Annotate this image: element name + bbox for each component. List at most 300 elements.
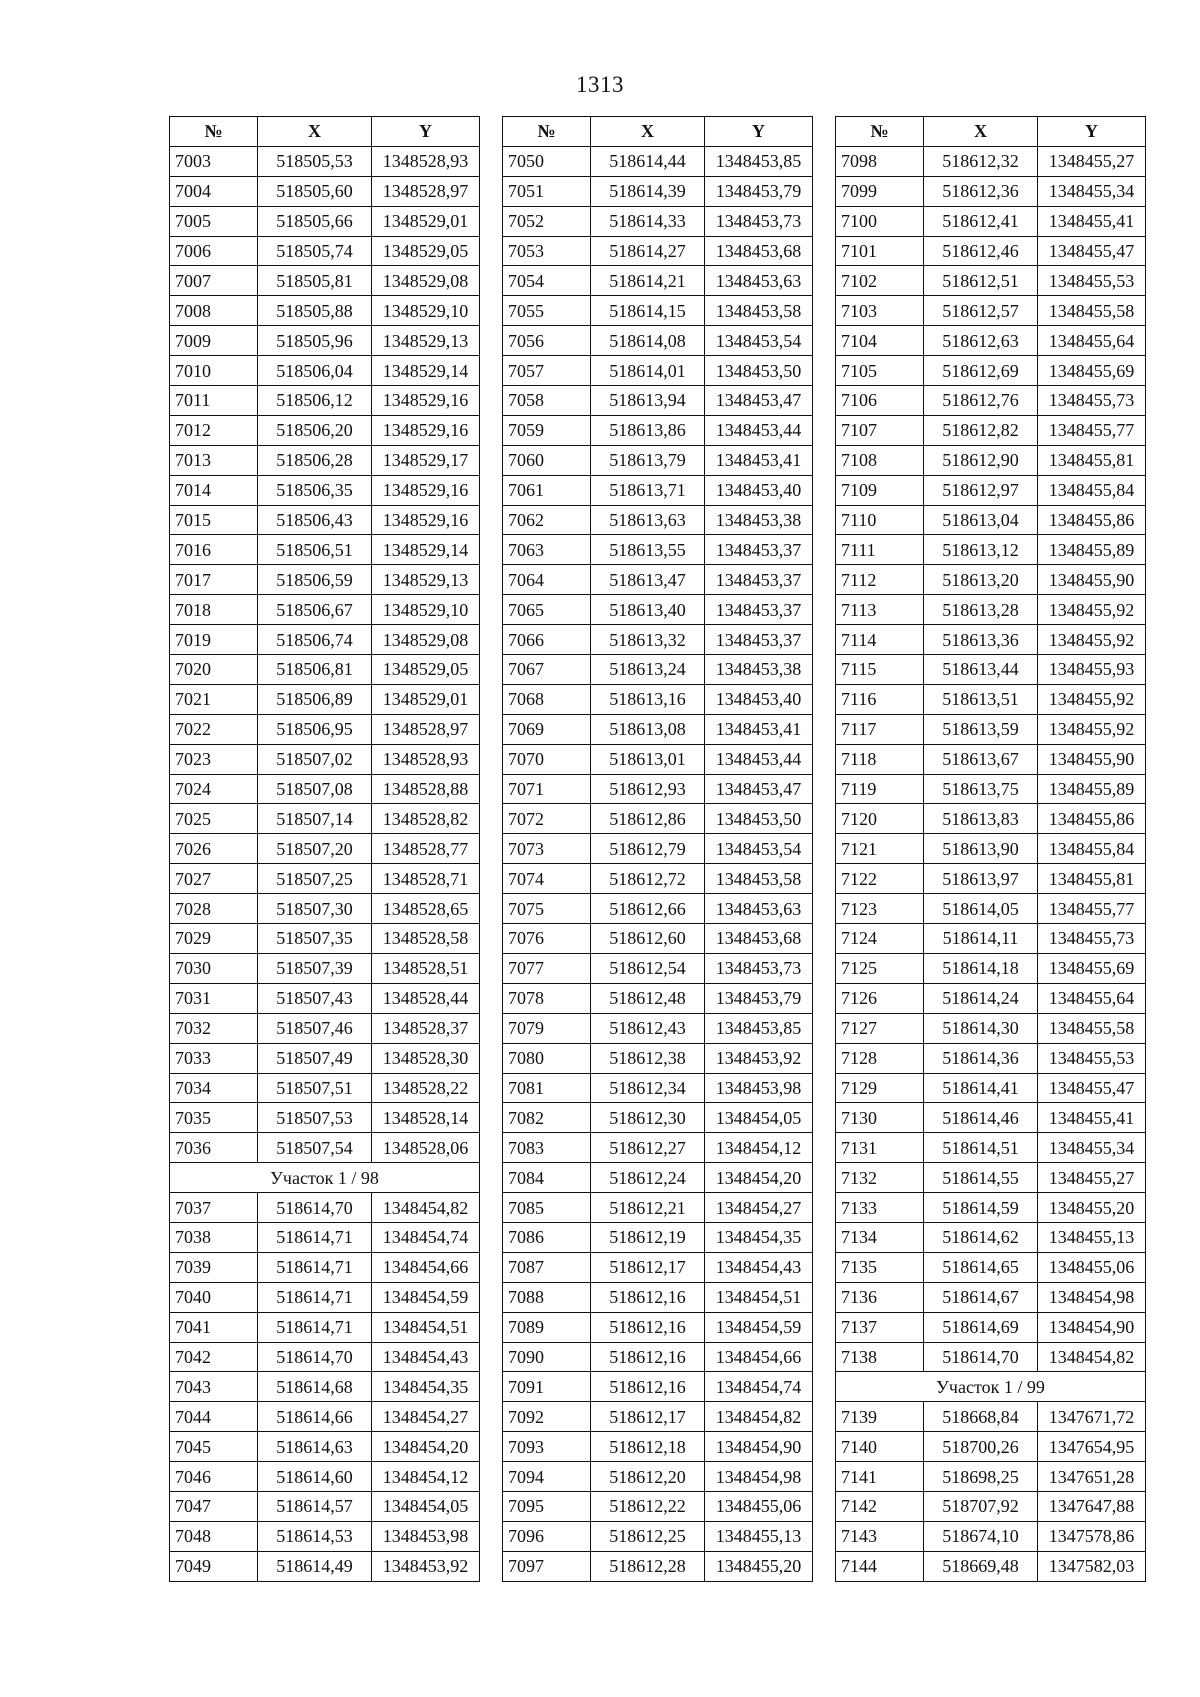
table-row (836, 744, 1146, 774)
table-row (170, 415, 480, 445)
y-coordinate-cell: 1348455,84 (1038, 834, 1146, 864)
table-row (836, 1402, 1146, 1432)
y-coordinate-cell: 1348454,27 (705, 1193, 813, 1223)
table-row (170, 1193, 480, 1223)
x-coordinate-cell: 518614,21 (591, 266, 705, 296)
point-number-cell: 7029 (170, 924, 258, 954)
x-coordinate-cell: 518505,81 (258, 266, 372, 296)
y-coordinate-cell: 1348455,69 (1038, 953, 1146, 983)
x-coordinate-cell: 518612,30 (591, 1103, 705, 1133)
point-number-cell: 7062 (503, 505, 591, 535)
point-number-cell: 7121 (836, 834, 924, 864)
point-number-cell: 7008 (170, 296, 258, 326)
table-row (170, 1432, 480, 1462)
y-coordinate-cell: 1348455,73 (1038, 386, 1146, 416)
x-coordinate-cell: 518506,81 (258, 655, 372, 685)
table-header-row (836, 117, 1146, 147)
point-number-cell: 7072 (503, 804, 591, 834)
point-number-cell: 7056 (503, 326, 591, 356)
point-number-cell: 7088 (503, 1282, 591, 1312)
x-coordinate-cell: 518614,41 (924, 1073, 1038, 1103)
y-coordinate-cell: 1348454,82 (372, 1193, 480, 1223)
x-coordinate-cell: 518698,25 (924, 1462, 1038, 1492)
table-header-row (170, 117, 480, 147)
table-row (503, 714, 813, 744)
point-number-cell: 7007 (170, 266, 258, 296)
point-number-cell: 7018 (170, 595, 258, 625)
header-y: Y (1038, 117, 1146, 147)
table-row (836, 505, 1146, 535)
y-coordinate-cell: 1348453,40 (705, 475, 813, 505)
y-coordinate-cell: 1348454,98 (705, 1462, 813, 1492)
x-coordinate-cell: 518507,30 (258, 894, 372, 924)
x-coordinate-cell: 518612,93 (591, 774, 705, 804)
point-number-cell: 7020 (170, 655, 258, 685)
y-coordinate-cell: 1348455,77 (1038, 894, 1146, 924)
x-coordinate-cell: 518614,71 (258, 1222, 372, 1252)
table-row (170, 1342, 480, 1372)
y-coordinate-cell: 1348455,90 (1038, 565, 1146, 595)
y-coordinate-cell: 1348529,14 (372, 535, 480, 565)
point-number-cell: 7097 (503, 1551, 591, 1581)
table-row (170, 1312, 480, 1342)
x-coordinate-cell: 518674,10 (924, 1521, 1038, 1551)
table-row (170, 1282, 480, 1312)
x-coordinate-cell: 518614,66 (258, 1402, 372, 1432)
y-coordinate-cell: 1348455,58 (1038, 1013, 1146, 1043)
x-coordinate-cell: 518614,11 (924, 924, 1038, 954)
x-coordinate-cell: 518612,97 (924, 475, 1038, 505)
point-number-cell: 7143 (836, 1521, 924, 1551)
point-number-cell: 7132 (836, 1163, 924, 1193)
point-number-cell: 7038 (170, 1222, 258, 1252)
x-coordinate-cell: 518613,94 (591, 386, 705, 416)
point-number-cell: 7071 (503, 774, 591, 804)
table-row (503, 296, 813, 326)
coordinate-table-3 (835, 116, 1146, 1582)
x-coordinate-cell: 518613,24 (591, 655, 705, 685)
table-row (503, 953, 813, 983)
x-coordinate-cell: 518614,33 (591, 206, 705, 236)
table-row (503, 535, 813, 565)
table-row (503, 1491, 813, 1521)
table-row (170, 1521, 480, 1551)
table-row (503, 236, 813, 266)
point-number-cell: 7092 (503, 1402, 591, 1432)
table-row (503, 1282, 813, 1312)
header-x: X (258, 117, 372, 147)
y-coordinate-cell: 1348453,73 (705, 953, 813, 983)
table-row (836, 386, 1146, 416)
point-number-cell: 7011 (170, 386, 258, 416)
point-number-cell: 7081 (503, 1073, 591, 1103)
table-row (503, 774, 813, 804)
table-row (836, 953, 1146, 983)
table-row (836, 924, 1146, 954)
table-row (503, 445, 813, 475)
x-coordinate-cell: 518507,39 (258, 953, 372, 983)
y-coordinate-cell: 1348453,79 (705, 983, 813, 1013)
y-coordinate-cell: 1348455,86 (1038, 804, 1146, 834)
y-coordinate-cell: 1348529,16 (372, 475, 480, 505)
table-row (836, 864, 1146, 894)
point-number-cell: 7048 (170, 1521, 258, 1551)
table-row (503, 1432, 813, 1462)
table-row (836, 625, 1146, 655)
y-coordinate-cell: 1348455,84 (1038, 475, 1146, 505)
table-row (170, 655, 480, 685)
y-coordinate-cell: 1348455,53 (1038, 1043, 1146, 1073)
y-coordinate-cell: 1348528,77 (372, 834, 480, 864)
table-row (170, 744, 480, 774)
x-coordinate-cell: 518612,18 (591, 1432, 705, 1462)
table-row (170, 266, 480, 296)
y-coordinate-cell: 1348453,63 (705, 894, 813, 924)
x-coordinate-cell: 518505,53 (258, 146, 372, 176)
table-row (170, 834, 480, 864)
x-coordinate-cell: 518507,54 (258, 1133, 372, 1163)
y-coordinate-cell: 1348453,54 (705, 326, 813, 356)
point-number-cell: 7080 (503, 1043, 591, 1073)
x-coordinate-cell: 518507,43 (258, 983, 372, 1013)
x-coordinate-cell: 518612,72 (591, 864, 705, 894)
y-coordinate-cell: 1348454,82 (1038, 1342, 1146, 1372)
table-row (503, 744, 813, 774)
table-row (170, 953, 480, 983)
point-number-cell: 7059 (503, 415, 591, 445)
point-number-cell: 7141 (836, 1462, 924, 1492)
x-coordinate-cell: 518506,12 (258, 386, 372, 416)
x-coordinate-cell: 518613,12 (924, 535, 1038, 565)
table-row (503, 326, 813, 356)
header-y: Y (705, 117, 813, 147)
y-coordinate-cell: 1348454,43 (372, 1342, 480, 1372)
x-coordinate-cell: 518614,62 (924, 1222, 1038, 1252)
table-row (503, 1073, 813, 1103)
point-number-cell: 7057 (503, 356, 591, 386)
x-coordinate-cell: 518507,35 (258, 924, 372, 954)
point-number-cell: 7036 (170, 1133, 258, 1163)
point-number-cell: 7119 (836, 774, 924, 804)
x-coordinate-cell: 518613,67 (924, 744, 1038, 774)
point-number-cell: 7061 (503, 475, 591, 505)
point-number-cell: 7032 (170, 1013, 258, 1043)
point-number-cell: 7093 (503, 1432, 591, 1462)
x-coordinate-cell: 518612,20 (591, 1462, 705, 1492)
point-number-cell: 7129 (836, 1073, 924, 1103)
point-number-cell: 7063 (503, 535, 591, 565)
table-row (170, 206, 480, 236)
x-coordinate-cell: 518613,51 (924, 684, 1038, 714)
table-row (503, 565, 813, 595)
table-row (836, 1222, 1146, 1252)
x-coordinate-cell: 518612,60 (591, 924, 705, 954)
y-coordinate-cell: 1348453,38 (705, 505, 813, 535)
x-coordinate-cell: 518668,84 (924, 1402, 1038, 1432)
point-number-cell: 7060 (503, 445, 591, 475)
x-coordinate-cell: 518612,16 (591, 1282, 705, 1312)
x-coordinate-cell: 518612,79 (591, 834, 705, 864)
y-coordinate-cell: 1348453,98 (372, 1521, 480, 1551)
table-row (503, 834, 813, 864)
y-coordinate-cell: 1348454,74 (705, 1372, 813, 1402)
y-coordinate-cell: 1347647,88 (1038, 1491, 1146, 1521)
x-coordinate-cell: 518614,44 (591, 146, 705, 176)
x-coordinate-cell: 518507,51 (258, 1073, 372, 1103)
y-coordinate-cell: 1348453,50 (705, 804, 813, 834)
table-row (836, 475, 1146, 505)
point-number-cell: 7046 (170, 1462, 258, 1492)
y-coordinate-cell: 1347651,28 (1038, 1462, 1146, 1492)
point-number-cell: 7134 (836, 1222, 924, 1252)
y-coordinate-cell: 1348455,77 (1038, 415, 1146, 445)
point-number-cell: 7114 (836, 625, 924, 655)
table-row (836, 1013, 1146, 1043)
y-coordinate-cell: 1348455,92 (1038, 625, 1146, 655)
table-row (836, 1282, 1146, 1312)
point-number-cell: 7026 (170, 834, 258, 864)
table-row (170, 236, 480, 266)
y-coordinate-cell: 1348453,41 (705, 714, 813, 744)
point-number-cell: 7022 (170, 714, 258, 744)
point-number-cell: 7033 (170, 1043, 258, 1073)
table-row (836, 1252, 1146, 1282)
table-row (503, 1133, 813, 1163)
y-coordinate-cell: 1348454,51 (372, 1312, 480, 1342)
table-row (503, 475, 813, 505)
table-row (170, 1372, 480, 1402)
header-x: X (591, 117, 705, 147)
point-number-cell: 7111 (836, 535, 924, 565)
point-number-cell: 7137 (836, 1312, 924, 1342)
table-row (836, 655, 1146, 685)
point-number-cell: 7042 (170, 1342, 258, 1372)
x-coordinate-cell: 518613,47 (591, 565, 705, 595)
table-row (503, 1372, 813, 1402)
y-coordinate-cell: 1348454,90 (1038, 1312, 1146, 1342)
table-row (170, 774, 480, 804)
y-coordinate-cell: 1348453,37 (705, 595, 813, 625)
point-number-cell: 7107 (836, 415, 924, 445)
y-coordinate-cell: 1348453,85 (705, 146, 813, 176)
y-coordinate-cell: 1347654,95 (1038, 1432, 1146, 1462)
y-coordinate-cell: 1348454,66 (705, 1342, 813, 1372)
y-coordinate-cell: 1348453,38 (705, 655, 813, 685)
table-row (836, 804, 1146, 834)
y-coordinate-cell: 1348453,58 (705, 864, 813, 894)
table-row (170, 326, 480, 356)
table-row (836, 1432, 1146, 1462)
x-coordinate-cell: 518613,79 (591, 445, 705, 475)
table-row (170, 804, 480, 834)
point-number-cell: 7015 (170, 505, 258, 535)
x-coordinate-cell: 518505,96 (258, 326, 372, 356)
point-number-cell: 7050 (503, 146, 591, 176)
table-row (170, 1133, 480, 1163)
table-row (503, 864, 813, 894)
x-coordinate-cell: 518614,51 (924, 1133, 1038, 1163)
y-coordinate-cell: 1348455,69 (1038, 356, 1146, 386)
point-number-cell: 7076 (503, 924, 591, 954)
table-row (836, 415, 1146, 445)
y-coordinate-cell: 1348528,22 (372, 1073, 480, 1103)
y-coordinate-cell: 1348453,68 (705, 236, 813, 266)
x-coordinate-cell: 518613,59 (924, 714, 1038, 744)
y-coordinate-cell: 1348455,90 (1038, 744, 1146, 774)
x-coordinate-cell: 518507,53 (258, 1103, 372, 1133)
table-row (836, 1551, 1146, 1581)
point-number-cell: 7116 (836, 684, 924, 714)
x-coordinate-cell: 518613,90 (924, 834, 1038, 864)
y-coordinate-cell: 1348454,05 (372, 1491, 480, 1521)
x-coordinate-cell: 518614,59 (924, 1193, 1038, 1223)
point-number-cell: 7024 (170, 774, 258, 804)
point-number-cell: 7099 (836, 176, 924, 206)
table-row (170, 1043, 480, 1073)
point-number-cell: 7064 (503, 565, 591, 595)
point-number-cell: 7053 (503, 236, 591, 266)
x-coordinate-cell: 518613,75 (924, 774, 1038, 804)
point-number-cell: 7010 (170, 356, 258, 386)
table-row (836, 1521, 1146, 1551)
x-coordinate-cell: 518506,59 (258, 565, 372, 595)
point-number-cell: 7070 (503, 744, 591, 774)
y-coordinate-cell: 1348454,35 (372, 1372, 480, 1402)
table-row (836, 535, 1146, 565)
point-number-cell: 7089 (503, 1312, 591, 1342)
table-row (503, 206, 813, 236)
point-number-cell: 7133 (836, 1193, 924, 1223)
y-coordinate-cell: 1348528,51 (372, 953, 480, 983)
x-coordinate-cell: 518506,89 (258, 684, 372, 714)
point-number-cell: 7140 (836, 1432, 924, 1462)
y-coordinate-cell: 1348528,71 (372, 864, 480, 894)
table-row (503, 804, 813, 834)
x-coordinate-cell: 518612,48 (591, 983, 705, 1013)
table-row (836, 565, 1146, 595)
point-number-cell: 7130 (836, 1103, 924, 1133)
y-coordinate-cell: 1348529,16 (372, 505, 480, 535)
table-row (836, 1103, 1146, 1133)
table-row (170, 1013, 480, 1043)
y-coordinate-cell: 1348528,97 (372, 176, 480, 206)
point-number-cell: 7017 (170, 565, 258, 595)
y-coordinate-cell: 1348455,64 (1038, 983, 1146, 1013)
table-row (836, 834, 1146, 864)
point-number-cell: 7077 (503, 953, 591, 983)
point-number-cell: 7102 (836, 266, 924, 296)
point-number-cell: 7016 (170, 535, 258, 565)
point-number-cell: 7079 (503, 1013, 591, 1043)
y-coordinate-cell: 1348455,81 (1038, 864, 1146, 894)
point-number-cell: 7136 (836, 1282, 924, 1312)
x-coordinate-cell: 518507,08 (258, 774, 372, 804)
y-coordinate-cell: 1348528,82 (372, 804, 480, 834)
table-row (836, 266, 1146, 296)
point-number-cell: 7035 (170, 1103, 258, 1133)
x-coordinate-cell: 518614,30 (924, 1013, 1038, 1043)
y-coordinate-cell: 1348453,37 (705, 535, 813, 565)
coordinate-table-2 (502, 116, 813, 1582)
y-coordinate-cell: 1348455,92 (1038, 714, 1146, 744)
point-number-cell: 7005 (170, 206, 258, 236)
point-number-cell: 7004 (170, 176, 258, 206)
y-coordinate-cell: 1348453,92 (372, 1551, 480, 1581)
x-coordinate-cell: 518614,67 (924, 1282, 1038, 1312)
point-number-cell: 7135 (836, 1252, 924, 1282)
x-coordinate-cell: 518505,60 (258, 176, 372, 206)
y-coordinate-cell: 1348528,37 (372, 1013, 480, 1043)
x-coordinate-cell: 518612,57 (924, 296, 1038, 326)
table-row (503, 1462, 813, 1492)
point-number-cell: 7028 (170, 894, 258, 924)
point-number-cell: 7039 (170, 1252, 258, 1282)
point-number-cell: 7101 (836, 236, 924, 266)
x-coordinate-cell: 518614,39 (591, 176, 705, 206)
x-coordinate-cell: 518614,70 (258, 1342, 372, 1372)
y-coordinate-cell: 1348529,10 (372, 595, 480, 625)
y-coordinate-cell: 1348454,43 (705, 1252, 813, 1282)
point-number-cell: 7109 (836, 475, 924, 505)
point-number-cell: 7051 (503, 176, 591, 206)
table-row (170, 1103, 480, 1133)
table-row (170, 176, 480, 206)
x-coordinate-cell: 518612,27 (591, 1133, 705, 1163)
y-coordinate-cell: 1348453,40 (705, 684, 813, 714)
y-coordinate-cell: 1348529,01 (372, 684, 480, 714)
y-coordinate-cell: 1348528,58 (372, 924, 480, 954)
x-coordinate-cell: 518613,16 (591, 684, 705, 714)
y-coordinate-cell: 1348455,86 (1038, 505, 1146, 535)
table-row (503, 625, 813, 655)
point-number-cell: 7131 (836, 1133, 924, 1163)
table-row (836, 774, 1146, 804)
table-row (503, 924, 813, 954)
header-number: № (170, 117, 258, 147)
y-coordinate-cell: 1348454,59 (705, 1312, 813, 1342)
y-coordinate-cell: 1347578,86 (1038, 1521, 1146, 1551)
x-coordinate-cell: 518612,66 (591, 894, 705, 924)
x-coordinate-cell: 518506,67 (258, 595, 372, 625)
table-row (170, 296, 480, 326)
x-coordinate-cell: 518506,43 (258, 505, 372, 535)
y-coordinate-cell: 1348455,06 (705, 1491, 813, 1521)
table-row (836, 714, 1146, 744)
table-row (836, 894, 1146, 924)
table-row (170, 924, 480, 954)
point-number-cell: 7095 (503, 1491, 591, 1521)
point-number-cell: 7144 (836, 1551, 924, 1581)
x-coordinate-cell: 518614,63 (258, 1432, 372, 1462)
point-number-cell: 7075 (503, 894, 591, 924)
x-coordinate-cell: 518506,20 (258, 415, 372, 445)
point-number-cell: 7030 (170, 953, 258, 983)
x-coordinate-cell: 518507,49 (258, 1043, 372, 1073)
x-coordinate-cell: 518614,70 (924, 1342, 1038, 1372)
y-coordinate-cell: 1348529,13 (372, 326, 480, 356)
x-coordinate-cell: 518614,18 (924, 953, 1038, 983)
point-number-cell: 7025 (170, 804, 258, 834)
x-coordinate-cell: 518613,86 (591, 415, 705, 445)
y-coordinate-cell: 1348529,16 (372, 386, 480, 416)
table-row (503, 356, 813, 386)
x-coordinate-cell: 518614,46 (924, 1103, 1038, 1133)
point-number-cell: 7003 (170, 146, 258, 176)
x-coordinate-cell: 518614,69 (924, 1312, 1038, 1342)
y-coordinate-cell: 1348455,47 (1038, 1073, 1146, 1103)
x-coordinate-cell: 518614,57 (258, 1491, 372, 1521)
point-number-cell: 7110 (836, 505, 924, 535)
